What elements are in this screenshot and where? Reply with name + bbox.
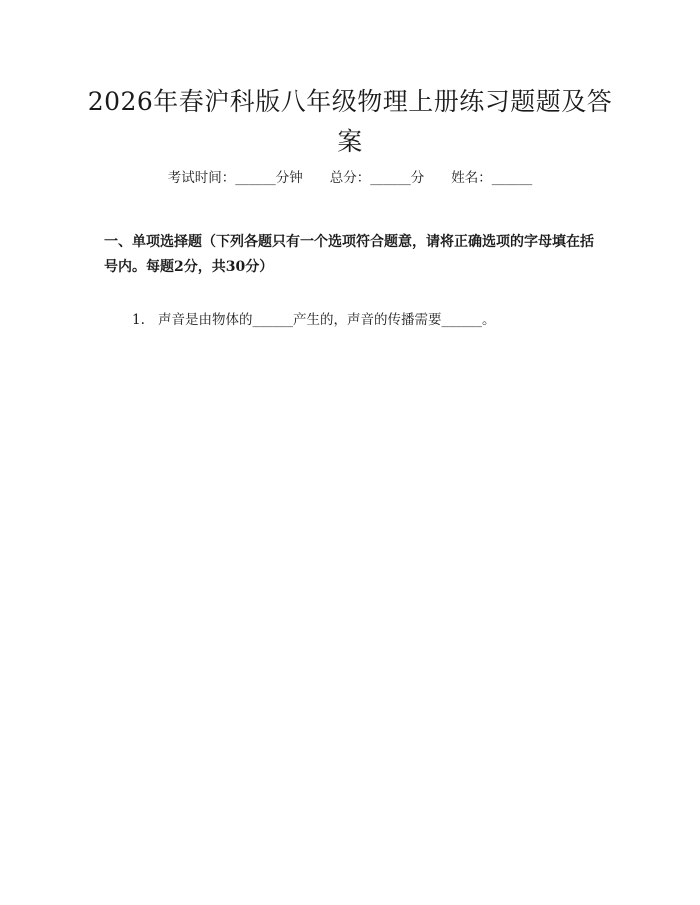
document-title: 2026年春沪科版八年级物理上册练习题题及答案 — [87, 87, 613, 156]
section-heading: 一、单项选择题（下列各题只有一个选项符合题意，请将正确选项的字母填在括号内。每题2分，共30分） — [104, 234, 594, 275]
question-1 — [132, 310, 612, 330]
question-stem: 声音是由物体的______产生的，声音的传播需要______。 — [158, 312, 496, 328]
exam-info-line: 考试时间：______分钟 总分：______分 姓名：______ — [167, 170, 533, 186]
question-number: 1. — [132, 312, 145, 328]
